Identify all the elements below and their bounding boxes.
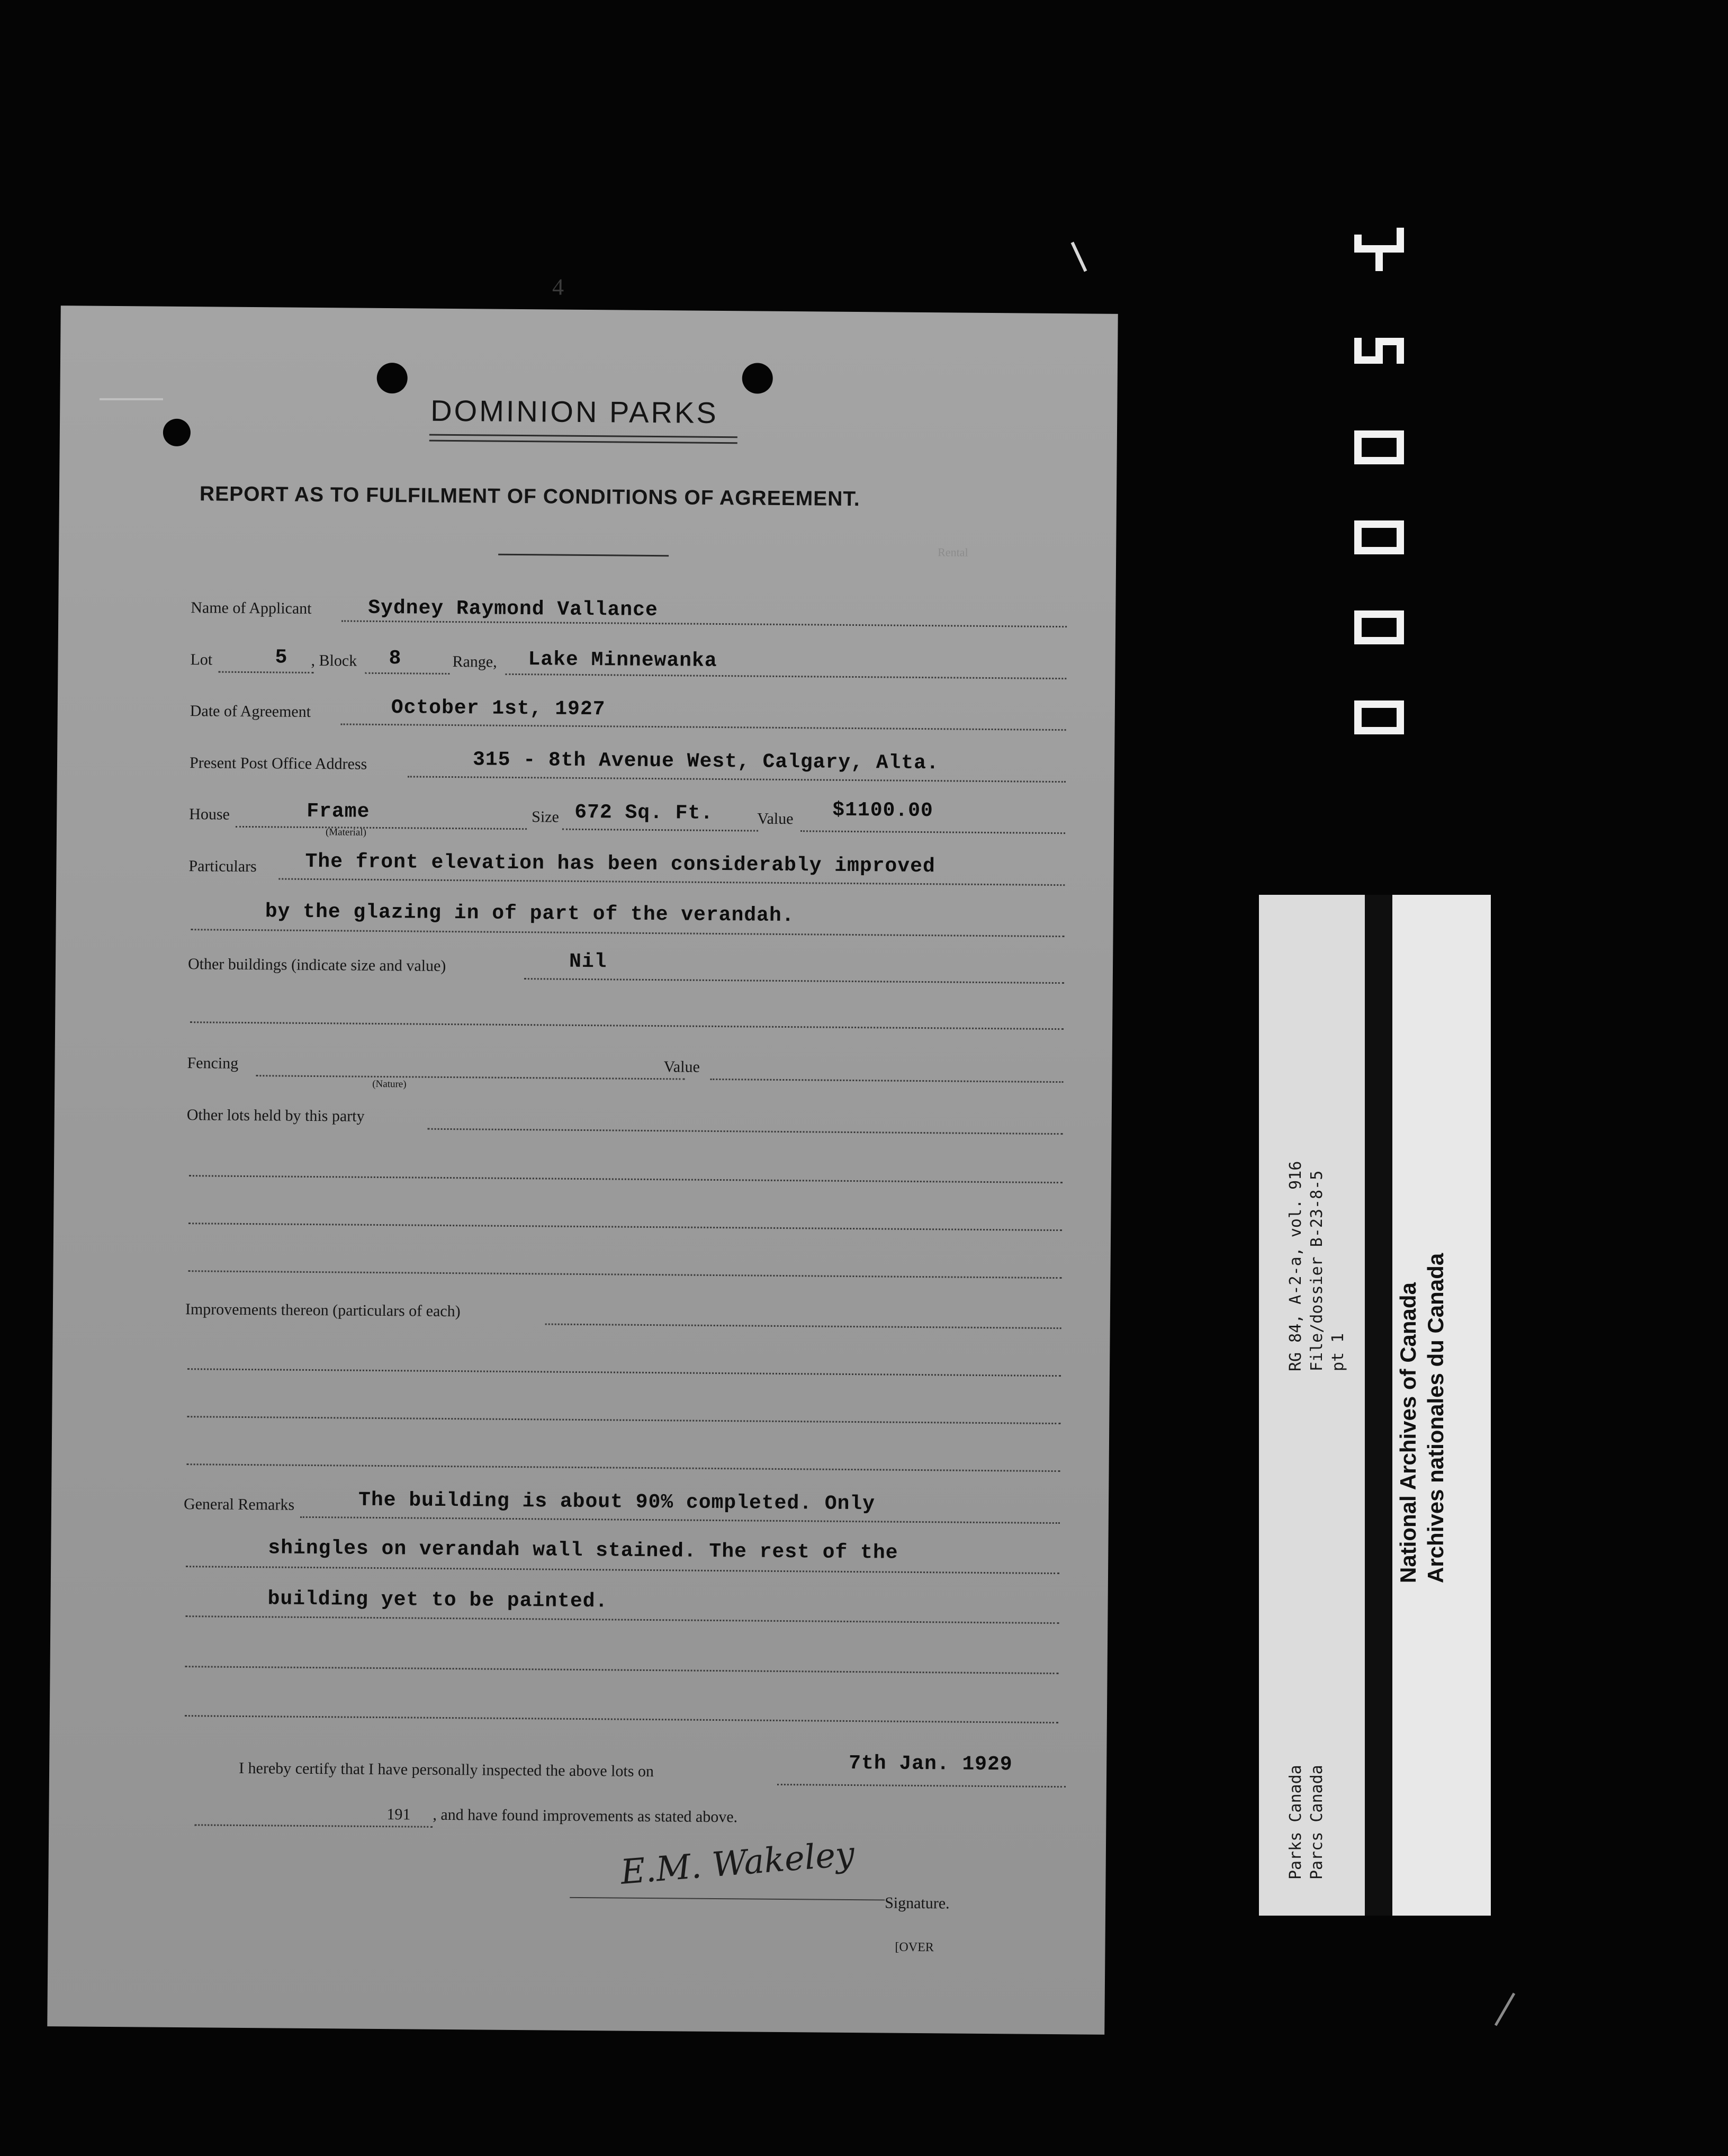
film-scratch-2: [100, 398, 163, 400]
block-value: 8: [389, 647, 402, 670]
fencing-value-label: Value: [663, 1058, 700, 1076]
date-value: October 1st, 1927: [391, 696, 606, 721]
applicant-line: [341, 620, 1067, 627]
particulars-line-2: [191, 929, 1065, 937]
reference-line-1: RG 84, A-2-a, vol. 916: [1286, 1161, 1305, 1371]
value-line: [800, 830, 1065, 834]
other-buildings-line-2: [190, 1021, 1064, 1030]
other-lots-line-4: [188, 1270, 1061, 1279]
reference-line-3: pt 1: [1329, 1333, 1347, 1371]
label-card-divider: [1365, 895, 1392, 1916]
fencing-value-line: [710, 1079, 1063, 1083]
found-text: , and have found improvements as stated above.: [433, 1805, 738, 1826]
other-buildings-value: Nil: [569, 950, 607, 974]
remarks-line-3: [185, 1615, 1059, 1624]
range-line: [505, 673, 1066, 679]
other-lots-line-1: [428, 1128, 1063, 1135]
collection-en: Parks Canada: [1286, 1765, 1305, 1880]
lot-value: 5: [275, 646, 288, 669]
signature-handwritten: E.M. Wakeley: [619, 1834, 856, 1892]
house-label: House: [189, 805, 230, 823]
archive-label-card: [1259, 895, 1491, 1916]
fencing-line: [256, 1075, 685, 1080]
particulars-label: Particulars: [188, 857, 257, 876]
signature-line: [570, 1897, 885, 1901]
other-lots-label: Other lots held by this party: [186, 1106, 365, 1125]
certify-date-line: [777, 1784, 1066, 1787]
institution-fr: Archives nationales du Canada: [1423, 1253, 1448, 1583]
improvements-line-4: [187, 1463, 1060, 1472]
other-buildings-line: [524, 978, 1064, 984]
subheading-rule: [498, 554, 669, 557]
applicant-value: Sydney Raymond Vallance: [368, 596, 658, 622]
remarks-value-2: shingles on verandah wall stained. The rest of the: [268, 1537, 898, 1565]
year-line: [194, 1824, 433, 1828]
other-buildings-label: Other buildings (indicate size and value): [187, 955, 446, 975]
remarks-value-3: building yet to be painted.: [267, 1587, 608, 1613]
block-label: , Block: [311, 651, 357, 670]
collection-fr: Parcs Canada: [1308, 1765, 1326, 1880]
signature-label: Signature.: [885, 1894, 950, 1912]
heading-underline-1: [429, 434, 737, 438]
particulars-value-1: The front elevation has been considerably improved: [305, 850, 935, 878]
house-line: [236, 826, 527, 830]
film-scratch: [1071, 242, 1087, 272]
film-scratch-3: [1495, 1992, 1515, 2026]
value-label: Value: [757, 810, 794, 828]
report-form: [47, 274, 1118, 2035]
other-lots-line-2: [189, 1175, 1063, 1183]
date-line: [341, 723, 1066, 731]
range-label: Range,: [452, 653, 497, 671]
material-label: (Material): [325, 827, 367, 838]
heading-underline-2: [429, 440, 737, 444]
address-line: [408, 776, 1066, 783]
punch-hole-right: [742, 363, 773, 393]
value-value: $1100.00: [832, 798, 933, 823]
remarks-line-1: [300, 1516, 1060, 1524]
remarks-line-5: [185, 1715, 1058, 1723]
punch-hole-side: [163, 419, 191, 446]
address-label: Present Post Office Address: [189, 754, 367, 773]
improvements-line-1: [545, 1323, 1061, 1329]
nature-label: (Nature): [372, 1078, 407, 1090]
institution-en: National Archives of Canada: [1396, 1282, 1420, 1583]
top-pencil-mark: 4: [552, 274, 564, 300]
punch-hole-left: [377, 363, 408, 393]
inspection-date-value: 7th Jan. 1929: [849, 1751, 1013, 1776]
improvements-label: Improvements thereon (particulars of each): [185, 1300, 461, 1320]
house-value: Frame: [307, 799, 370, 823]
remarks-label: General Remarks: [183, 1495, 295, 1514]
remarks-line-2: [186, 1566, 1059, 1574]
reference-line-2: File/dossier B-23-8-5: [1308, 1170, 1326, 1371]
size-line: [562, 829, 758, 832]
block-line: [365, 672, 449, 675]
fencing-label: Fencing: [187, 1054, 239, 1072]
improvements-line-2: [187, 1368, 1061, 1377]
size-value: 672 Sq. Ft.: [574, 801, 714, 825]
particulars-line-1: [278, 878, 1065, 886]
particulars-value-2: by the glazing in of part of the verandah.: [265, 900, 795, 928]
address-value: 315 - 8th Avenue West, Calgary, Alta.: [472, 748, 939, 775]
range-value: Lake Minnewanka: [528, 648, 717, 672]
applicant-label: Name of Applicant: [191, 599, 312, 617]
remarks-value-1: The building is about 90% completed. Only: [358, 1488, 876, 1516]
lot-line: [218, 671, 313, 673]
over-label: [OVER: [895, 1940, 934, 1955]
lot-label: Lot: [190, 651, 213, 669]
form-heading: DOMINION PARKS: [430, 393, 718, 429]
frame-number-glyphs: [1347, 228, 1411, 810]
form-subheading: REPORT AS TO FULFILMENT OF CONDITIONS OF AGREEMENT.: [199, 482, 860, 511]
date-label: Date of Agreement: [190, 702, 311, 721]
remarks-line-4: [185, 1666, 1059, 1674]
frame-number: [1347, 228, 1411, 810]
improvements-line-3: [187, 1416, 1060, 1424]
other-lots-line-3: [188, 1223, 1062, 1231]
year-prefix: 191: [386, 1805, 411, 1823]
bleed-through-text: Rental: [938, 545, 968, 559]
certify-text: I hereby certify that I have personally inspected the above lots on: [238, 1759, 654, 1781]
size-label: Size: [532, 808, 560, 826]
